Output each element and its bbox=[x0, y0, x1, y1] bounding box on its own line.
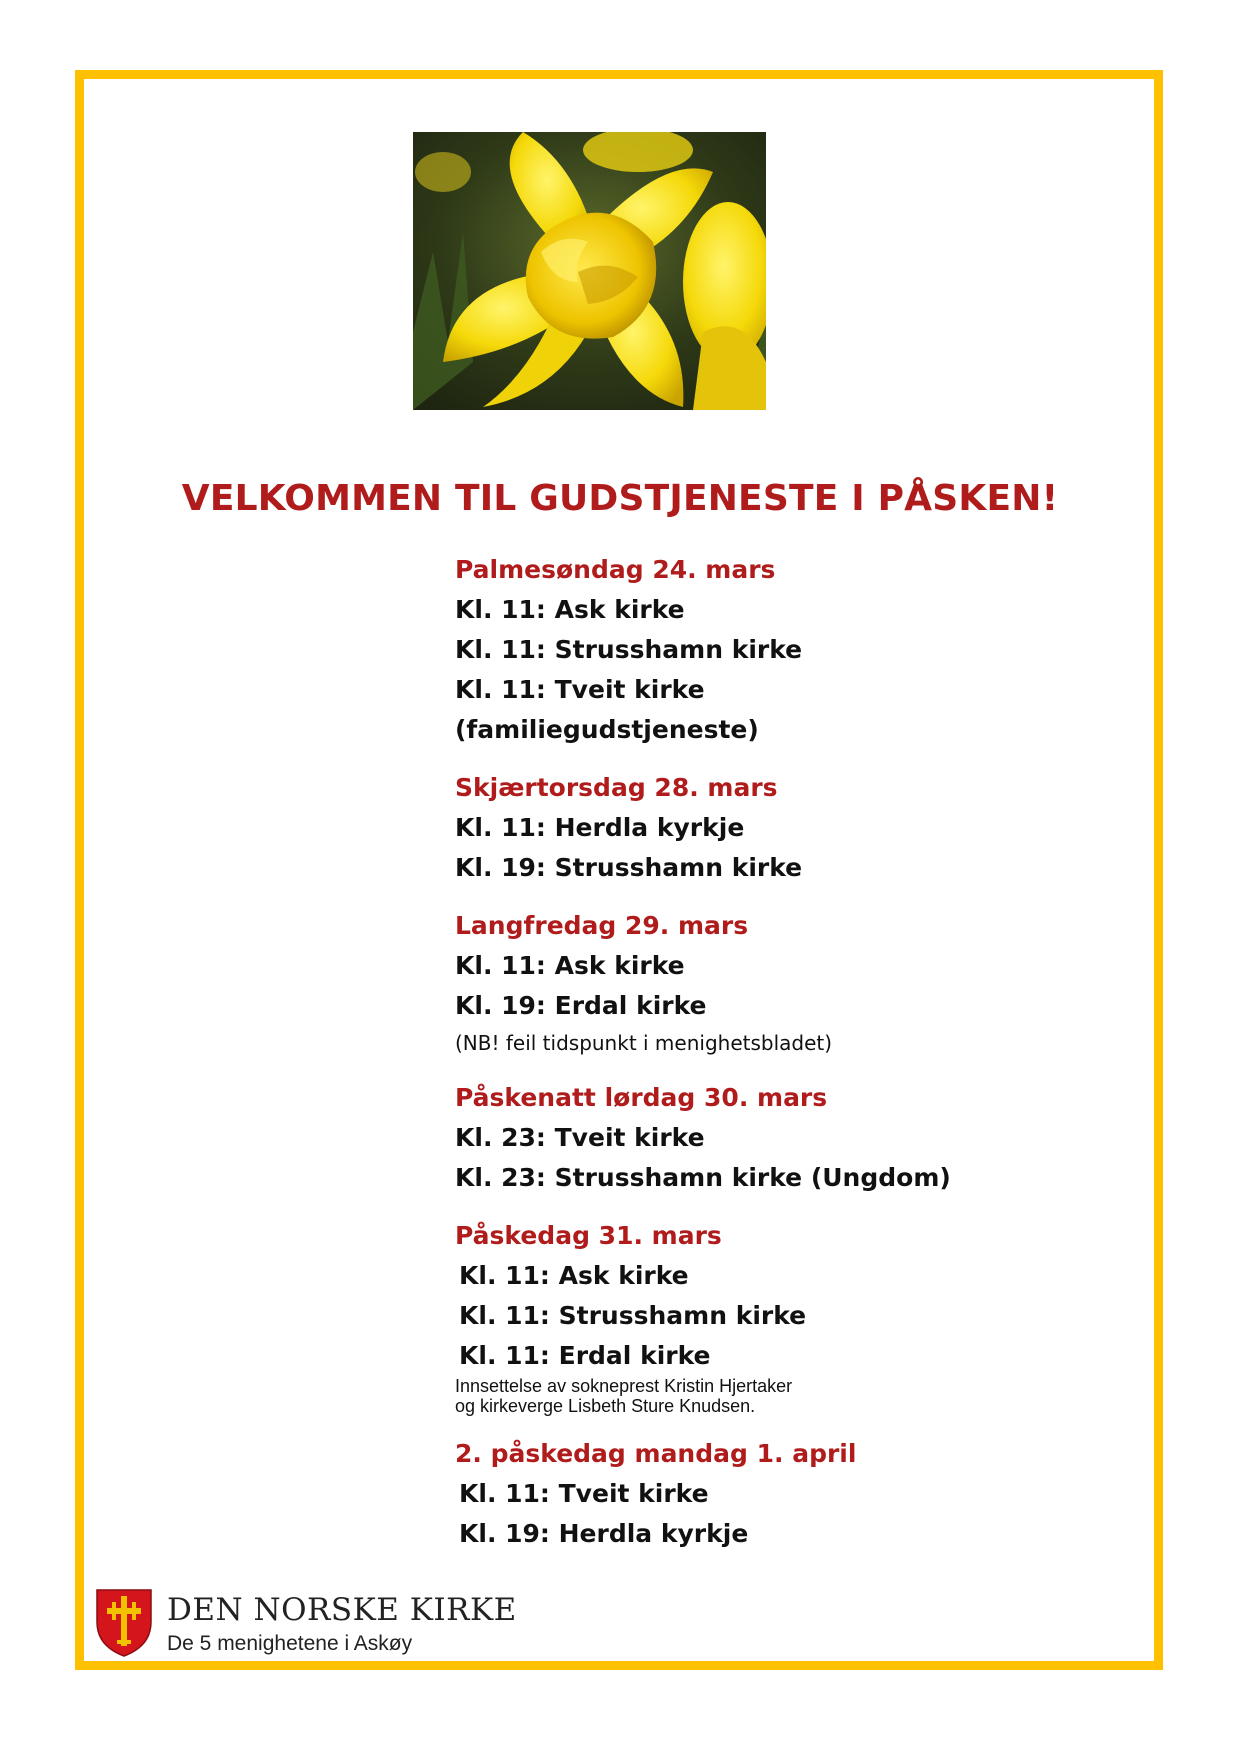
day-2-paskedag bbox=[455, 1434, 975, 1554]
service-line: Kl. 11: Ask kirke bbox=[455, 595, 685, 624]
service-line: Kl. 23: Tveit kirke bbox=[455, 1123, 705, 1152]
day-palmesondag bbox=[455, 550, 975, 750]
day-title: Påskenatt lørdag 30. mars bbox=[455, 1083, 828, 1112]
day-title: Påskedag 31. mars bbox=[455, 1221, 722, 1250]
service-line: Kl. 11: Tveit kirke bbox=[455, 675, 705, 704]
day-skjaertorsdag bbox=[455, 768, 975, 888]
service-line: Kl. 19: Strusshamn kirke bbox=[455, 853, 803, 882]
day-title: Palmesøndag 24. mars bbox=[455, 555, 776, 584]
service-note: (NB! feil tidspunkt i menighetsbladet) bbox=[455, 1031, 833, 1055]
service-line: Kl. 11: Tveit kirke bbox=[459, 1479, 709, 1508]
service-line: Kl. 11: Herdla kyrkje bbox=[455, 813, 745, 842]
day-paskedag bbox=[455, 1216, 975, 1416]
service-schedule bbox=[455, 550, 975, 1572]
day-title: Skjærtorsdag 28. mars bbox=[455, 773, 778, 802]
day-title: Langfredag 29. mars bbox=[455, 911, 749, 940]
service-note: og kirkeverge Lisbeth Sture Knudsen. bbox=[455, 1396, 756, 1416]
day-title: 2. påskedag mandag 1. april bbox=[455, 1439, 857, 1468]
service-note: Innsettelse av sokneprest Kristin Hjertaker bbox=[455, 1376, 793, 1396]
org-subtitle: De 5 menighetene i Askøy bbox=[167, 1632, 413, 1655]
service-line: Kl. 11: Ask kirke bbox=[459, 1261, 689, 1290]
org-name: DEN NORSKE KIRKE bbox=[167, 1592, 517, 1628]
service-line: Kl. 11: Ask kirke bbox=[455, 951, 685, 980]
service-line: Kl. 19: Erdal kirke bbox=[455, 991, 707, 1020]
day-paskenatt bbox=[455, 1078, 975, 1198]
page-title: VELKOMMEN TIL GUDSTJENESTE I PÅSKEN! bbox=[181, 478, 1059, 519]
service-line: (familiegudstjeneste) bbox=[455, 715, 759, 744]
service-line: Kl. 11: Erdal kirke bbox=[459, 1341, 711, 1370]
service-line: Kl. 23: Strusshamn kirke (Ungdom) bbox=[455, 1163, 951, 1192]
church-shield-icon bbox=[95, 1588, 153, 1658]
service-line: Kl. 11: Strusshamn kirke bbox=[459, 1301, 807, 1330]
day-langfredag bbox=[455, 906, 975, 1060]
service-line: Kl. 19: Herdla kyrkje bbox=[459, 1519, 749, 1548]
service-line: Kl. 11: Strusshamn kirke bbox=[455, 635, 803, 664]
church-logo bbox=[95, 1588, 615, 1658]
daffodil-photo bbox=[413, 132, 766, 410]
